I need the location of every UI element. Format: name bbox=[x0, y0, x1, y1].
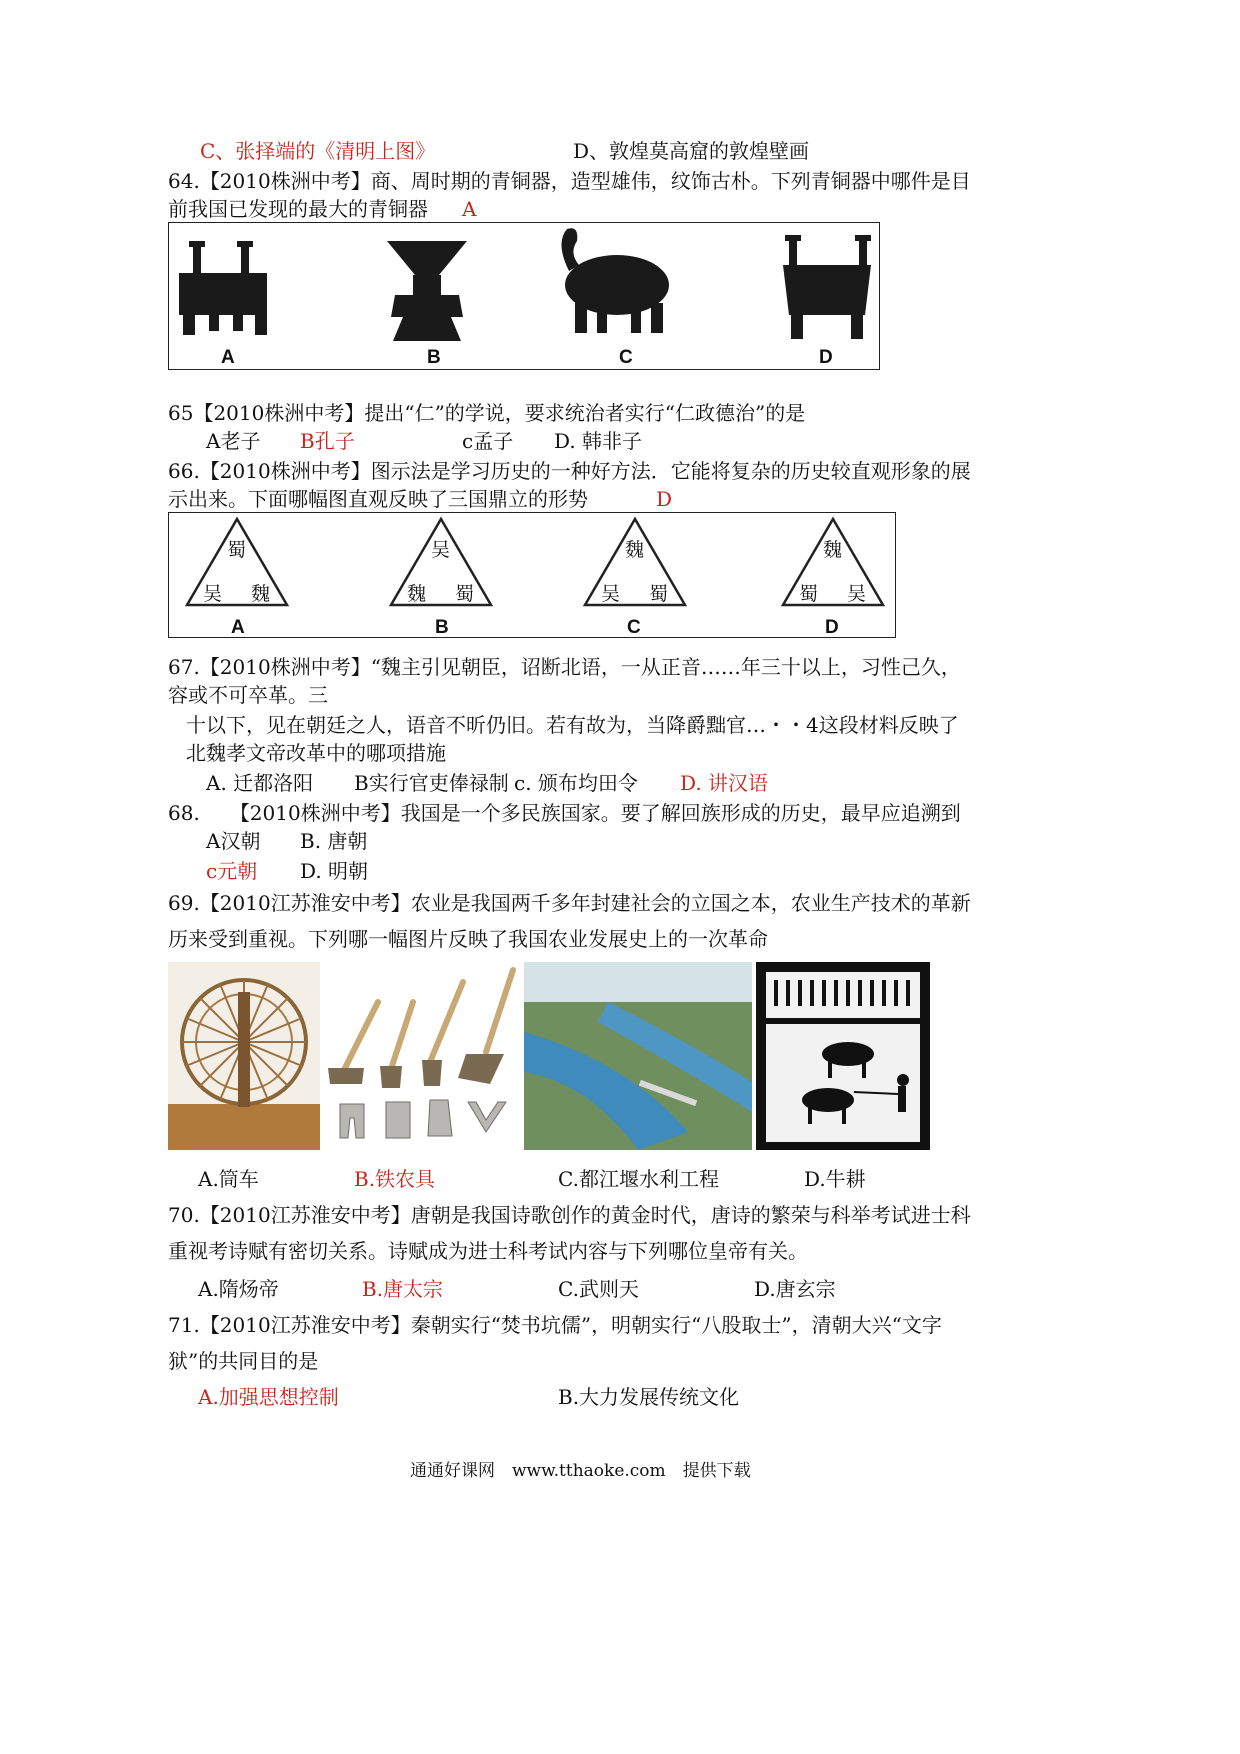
q68-stem: 68. 【2010株洲中考】我国是一个多民族国家。要了解回族形成的历史，最早应追溯到 bbox=[168, 801, 961, 825]
q67-stem-line4: 北魏孝文帝改革中的哪项措施 bbox=[186, 741, 446, 765]
tri-c-top: 魏 bbox=[625, 539, 645, 561]
q67-option-b: B实行官吏俸禄制 bbox=[354, 771, 509, 795]
tri-a-top: 蜀 bbox=[227, 539, 247, 561]
triangle-a bbox=[187, 519, 287, 605]
bronze-label-a: A bbox=[221, 347, 235, 368]
q68-option-a: A汉朝 bbox=[206, 829, 261, 853]
q70-option-d: D.唐玄宗 bbox=[754, 1277, 836, 1301]
tri-a-left: 吴 bbox=[203, 583, 223, 605]
q68-option-b: B. 唐朝 bbox=[300, 829, 368, 853]
q65-option-a: A老子 bbox=[206, 429, 261, 453]
bronze-zun-icon bbox=[387, 241, 467, 341]
q66-stem-line1: 66.【2010株洲中考】图示法是学习历史的一种好方法．它能将复杂的历史较直观形象的展 bbox=[168, 459, 971, 483]
q66-stem-line2: 示出来。下面哪幅图直观反映了三国鼎立的形势 bbox=[168, 487, 588, 511]
q69-stem-line2: 历来受到重视。下列哪一幅图片反映了我国农业发展史上的一次革命 bbox=[168, 927, 768, 951]
triangle-c bbox=[585, 519, 685, 605]
q64-answer: A bbox=[462, 197, 477, 221]
tri-label-d: D bbox=[825, 617, 839, 638]
page-footer: 通通好课网 www.tthaoke.com 提供下载 bbox=[410, 1461, 751, 1481]
bronze-ding-square-icon bbox=[179, 241, 267, 335]
q71-option-a: A.加强思想控制 bbox=[198, 1385, 339, 1409]
tri-label-b: B bbox=[435, 617, 449, 638]
agriculture-images bbox=[168, 962, 930, 1152]
q67-stem-line2: 容或不可卒革。三 bbox=[168, 683, 328, 707]
tri-c-right: 蜀 bbox=[649, 583, 669, 605]
q65-option-c: c孟子 bbox=[462, 429, 514, 453]
q65-option-d: D. 韩非子 bbox=[554, 429, 643, 453]
tri-d-right: 吴 bbox=[847, 583, 867, 605]
iron-tools-image bbox=[320, 962, 520, 1150]
tri-c-left: 吴 bbox=[601, 583, 621, 605]
q69-stem-line1: 69.【2010江苏淮安中考】农业是我国两千多年封建社会的立国之本，农业生产技术的革新 bbox=[168, 891, 971, 915]
q69-option-d: D.牛耕 bbox=[804, 1167, 866, 1191]
q69-option-a: A.筒车 bbox=[198, 1167, 259, 1191]
q68-option-c: c元朝 bbox=[206, 859, 258, 883]
q71-option-b: B.大力发展传统文化 bbox=[558, 1385, 740, 1409]
triangle-b bbox=[391, 519, 491, 605]
tri-d-left: 蜀 bbox=[799, 583, 819, 605]
q65-option-b: B孔子 bbox=[300, 429, 355, 453]
bronze-label-c: C bbox=[619, 347, 633, 368]
q67-option-d: D. 讲汉语 bbox=[680, 771, 769, 795]
tri-label-a: A bbox=[231, 617, 245, 638]
tri-b-right: 蜀 bbox=[455, 583, 475, 605]
triangle-image-panel bbox=[168, 512, 896, 638]
dujiangyan-image bbox=[524, 962, 752, 1150]
q65-stem: 65【2010株洲中考】提出“仁”的学说，要求统治者实行“仁政德治”的是 bbox=[168, 401, 806, 425]
q67-option-c: c. 颁布均田令 bbox=[514, 771, 638, 795]
q70-stem-line1: 70.【2010江苏淮安中考】唐朝是我国诗歌创作的黄金时代，唐诗的繁荣与科举考试进士科 bbox=[168, 1203, 971, 1227]
q67-stem-line1: 67.【2010株洲中考】“魏主引见朝臣，诏断北语，一从正音……年三十以上，习性己久， bbox=[168, 655, 961, 679]
q70-stem-line2: 重视考诗赋有密切关系。诗赋成为进士科考试内容与下列哪位皇帝有关。 bbox=[168, 1239, 808, 1263]
bronze-image-panel bbox=[168, 222, 880, 370]
q69-option-c: C.都江堰水利工程 bbox=[558, 1167, 719, 1191]
water-wheel-image bbox=[168, 962, 320, 1150]
bronze-elephant-icon bbox=[561, 228, 669, 333]
tri-b-left: 魏 bbox=[407, 583, 427, 605]
option-d-prev: D、敦煌莫高窟的敦煌壁画 bbox=[573, 139, 810, 163]
q66-answer: D bbox=[656, 487, 673, 511]
bronze-ding-round-icon bbox=[783, 235, 871, 339]
q69-option-b: B.铁农具 bbox=[354, 1167, 436, 1191]
q67-option-a: A. 迁都洛阳 bbox=[206, 771, 314, 795]
q64-stem-line1: 64.【2010株洲中考】商、周时期的青铜器，造型雄伟，纹饰古朴。下列青铜器中哪件是目 bbox=[168, 169, 971, 193]
q64-stem-line2: 前我国已发现的最大的青铜器 bbox=[168, 197, 428, 221]
q70-option-b: B.唐太宗 bbox=[362, 1277, 444, 1301]
option-c-prev: C、张择端的《清明上图》 bbox=[200, 139, 436, 163]
tri-a-right: 魏 bbox=[251, 583, 271, 605]
bronze-label-b: B bbox=[427, 347, 441, 368]
tri-b-top: 吴 bbox=[431, 539, 451, 561]
tri-d-top: 魏 bbox=[823, 539, 843, 561]
triangle-d bbox=[783, 519, 883, 605]
tri-label-c: C bbox=[627, 617, 641, 638]
ox-plough-image bbox=[756, 962, 930, 1150]
bronze-label-d: D bbox=[819, 347, 833, 368]
q71-stem-line1: 71.【2010江苏淮安中考】秦朝实行“焚书坑儒”，明朝实行“八股取士”，清朝大兴“文字 bbox=[168, 1313, 942, 1337]
q70-option-a: A.隋炀帝 bbox=[198, 1277, 279, 1301]
q68-option-d: D. 明朝 bbox=[300, 859, 369, 883]
q70-option-c: C.武则天 bbox=[558, 1277, 639, 1301]
q71-stem-line2: 狱”的共同目的是 bbox=[168, 1349, 319, 1373]
q67-stem-line3: 十以下，见在朝廷之人，语音不昕仍旧。若有故为，当降爵黜官…・・4这段材料反映了 bbox=[186, 713, 959, 737]
